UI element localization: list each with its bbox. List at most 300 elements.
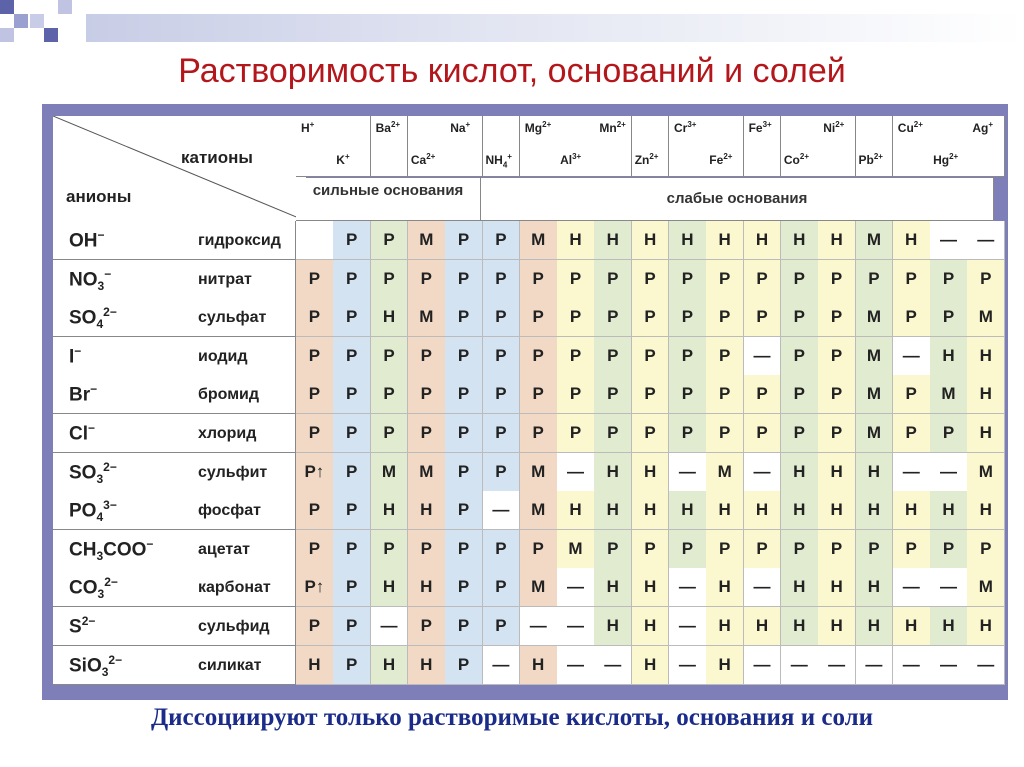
solubility-cell: Р	[445, 375, 483, 414]
solubility-cell: Р	[818, 530, 856, 569]
solubility-cell: Р	[706, 414, 744, 453]
solubility-cell: Р	[557, 260, 595, 299]
cation-header	[483, 116, 521, 177]
anion-row-label	[53, 375, 296, 414]
solubility-cell: —	[557, 453, 595, 492]
solubility-cell: Р	[408, 414, 446, 453]
cation-header	[669, 116, 707, 177]
anion-row-label	[53, 568, 296, 607]
solubility-cell: Н	[371, 491, 409, 530]
solubility-cell: Р↑	[296, 568, 334, 607]
solubility-cell: Р	[706, 298, 744, 337]
solubility-cell: Р	[333, 414, 371, 453]
anion-row-label	[53, 221, 296, 260]
anion-formula: I−	[69, 343, 82, 368]
solubility-cell: Р	[744, 260, 782, 299]
solubility-cell: Р	[445, 298, 483, 337]
cation-header	[930, 116, 968, 177]
solubility-cell: Н	[669, 491, 707, 530]
solubility-cell: —	[893, 337, 931, 376]
solubility-cell: Р	[893, 530, 931, 569]
anion-formula: $PO_4^{3-}$	[69, 498, 117, 525]
solubility-cell: Н	[818, 221, 856, 260]
anion-name: ацетат	[198, 540, 250, 558]
cation-header	[967, 116, 1005, 177]
solubility-cell: Н	[781, 221, 819, 260]
solubility-cell: Р	[781, 375, 819, 414]
solubility-cell: —	[893, 646, 931, 685]
solubility-cell: Р	[520, 414, 558, 453]
solubility-cell: Р	[408, 375, 446, 414]
solubility-cell: Р	[967, 530, 1005, 569]
cation-header	[818, 116, 856, 177]
cation-symbol: $Ca^{2+}$	[410, 152, 436, 167]
solubility-cell: Р	[408, 530, 446, 569]
solubility-cell: Н	[930, 491, 968, 530]
corner-square	[0, 28, 14, 42]
solubility-cell: Н	[632, 221, 670, 260]
solubility-cell: Н	[856, 453, 894, 492]
solubility-cell: Р	[483, 260, 521, 299]
solubility-cell: Р	[445, 607, 483, 646]
solubility-cell: —	[967, 646, 1005, 685]
solubility-cell: Р	[333, 607, 371, 646]
anion-name: силикат	[198, 656, 262, 674]
solubility-cell: Р	[483, 568, 521, 607]
solubility-cell: Н	[893, 491, 931, 530]
solubility-cell: М	[371, 453, 409, 492]
solubility-cell: Р	[445, 337, 483, 376]
solubility-cell: Р	[818, 414, 856, 453]
anion-row-label	[53, 414, 296, 453]
cation-symbol: H+	[301, 120, 315, 135]
solubility-cell	[296, 221, 334, 260]
anion-row-label	[53, 337, 296, 376]
cation-symbol: $Zn^{2+}$	[634, 152, 659, 167]
cation-symbol: Na+	[450, 120, 471, 135]
solubility-cell: Н	[706, 607, 744, 646]
solubility-cell: Н	[706, 491, 744, 530]
solubility-cell: Р	[333, 221, 371, 260]
solubility-cell: Р	[408, 260, 446, 299]
solubility-cell: —	[744, 568, 782, 607]
solubility-cell: Р	[632, 337, 670, 376]
solubility-cell: Р	[408, 337, 446, 376]
solubility-cell: Н	[632, 607, 670, 646]
solubility-cell: —	[557, 568, 595, 607]
solubility-cell: Р	[483, 337, 521, 376]
solubility-cell: М	[408, 453, 446, 492]
anion-formula: SiO$_3^{2-}$	[69, 652, 123, 679]
solubility-cell: Р	[296, 530, 334, 569]
solubility-cell: Р	[781, 298, 819, 337]
solubility-cell: Р	[594, 530, 632, 569]
solubility-cell: Р	[669, 260, 707, 299]
solubility-cell: Р	[445, 221, 483, 260]
solubility-cell: Р	[669, 414, 707, 453]
solubility-cell: Н	[930, 337, 968, 376]
solubility-cell: Р	[333, 375, 371, 414]
solubility-cell: —	[557, 646, 595, 685]
solubility-cell: —	[856, 646, 894, 685]
solubility-cell: Р	[483, 375, 521, 414]
cation-header	[594, 116, 632, 177]
solubility-cell: —	[557, 607, 595, 646]
cation-symbol: $Al^{3+}$	[560, 152, 582, 167]
strong-bases-header: сильные основания	[296, 178, 481, 221]
solubility-cell: Р	[594, 375, 632, 414]
solubility-cell: Р	[744, 375, 782, 414]
solubility-cell: —	[669, 646, 707, 685]
solubility-cell: Р	[483, 298, 521, 337]
solubility-cell: Н	[669, 221, 707, 260]
solubility-cell: Р	[333, 260, 371, 299]
solubility-cell: Р	[333, 453, 371, 492]
solubility-cell: Р	[371, 414, 409, 453]
solubility-cell: Р	[445, 260, 483, 299]
solubility-cell: М	[856, 414, 894, 453]
cation-symbol: $Ni^{2+}$	[823, 120, 845, 135]
solubility-cell: Р	[818, 337, 856, 376]
solubility-cell: М	[520, 568, 558, 607]
solubility-cell: Р	[520, 530, 558, 569]
solubility-cell: Р	[296, 260, 334, 299]
solubility-cell: Р	[632, 260, 670, 299]
anions-label: анионы	[66, 187, 132, 206]
solubility-cell: Р	[333, 568, 371, 607]
solubility-cell: Р	[333, 646, 371, 685]
solubility-cell: Р	[632, 530, 670, 569]
solubility-cell: Р	[483, 414, 521, 453]
solubility-cell: Р	[706, 337, 744, 376]
solubility-cell: Н	[632, 646, 670, 685]
solubility-cell: Р	[594, 298, 632, 337]
corner-square	[44, 28, 58, 42]
cation-header	[520, 116, 558, 177]
solubility-cell: —	[483, 646, 521, 685]
solubility-cell: Р	[632, 414, 670, 453]
anion-formula: $S^{2-}$	[69, 614, 96, 638]
cation-symbol: $Mg^{2+}$	[524, 120, 552, 135]
solubility-cell: Р	[483, 221, 521, 260]
solubility-cell: Р	[296, 491, 334, 530]
solubility-cell: Н	[594, 221, 632, 260]
solubility-cell: Р	[296, 607, 334, 646]
solubility-cell: Р	[445, 453, 483, 492]
solubility-cell: Р	[333, 298, 371, 337]
anion-name: карбонат	[198, 579, 271, 597]
solubility-cell: Н	[594, 568, 632, 607]
anion-name: сульфит	[198, 463, 268, 481]
cation-header	[371, 116, 409, 177]
header-bar	[86, 14, 1024, 42]
solubility-cell: Р	[483, 530, 521, 569]
solubility-cell: М	[520, 453, 558, 492]
solubility-cell: Н	[893, 607, 931, 646]
solubility-cell: Н	[818, 568, 856, 607]
anion-formula: $NO_3^-$	[69, 266, 112, 293]
solubility-cell: —	[818, 646, 856, 685]
cation-symbol: $Fe^{2+}$	[709, 152, 733, 167]
cation-header	[632, 116, 670, 177]
cations-label: катионы	[181, 148, 253, 167]
weak-bases-header: слабые основания	[481, 178, 994, 221]
solubility-cell: Н	[967, 375, 1005, 414]
solubility-cell: Н	[967, 607, 1005, 646]
cation-symbol: $Co^{2+}$	[783, 152, 810, 167]
solubility-cell: Р	[706, 260, 744, 299]
solubility-cell: М	[706, 453, 744, 492]
solubility-cell: —	[483, 491, 521, 530]
anion-formula: $SO_4^{2-}$	[69, 305, 117, 332]
anion-row-label	[53, 453, 296, 492]
solubility-cell: М	[520, 491, 558, 530]
cation-symbol: $Cr^{3+}$	[674, 120, 697, 135]
solubility-cell: Р	[930, 414, 968, 453]
solubility-cell: Р	[930, 260, 968, 299]
cation-header	[781, 116, 819, 177]
solubility-cell: Н	[296, 646, 334, 685]
anion-name: иодид	[198, 347, 248, 365]
cation-header	[445, 116, 483, 177]
anion-row-label	[53, 607, 296, 646]
solubility-cell: Н	[818, 453, 856, 492]
solubility-cell: —	[893, 453, 931, 492]
slide-title: Растворимость кислот, оснований и солей	[178, 52, 846, 90]
solubility-cell: М	[520, 221, 558, 260]
solubility-cell: Р	[818, 298, 856, 337]
solubility-cell: Н	[893, 221, 931, 260]
cation-symbol: K+	[336, 152, 350, 167]
solubility-cell: М	[557, 530, 595, 569]
cation-symbol: Ag+	[972, 120, 994, 135]
solubility-cell: Р	[371, 260, 409, 299]
solubility-cell: Н	[408, 491, 446, 530]
anion-formula: $SO_3^{2-}$	[69, 459, 117, 486]
solubility-cell: Р	[557, 414, 595, 453]
solubility-cell: —	[930, 221, 968, 260]
solubility-cell: Р	[483, 607, 521, 646]
solubility-cell: Р	[669, 298, 707, 337]
anion-name: сульфид	[198, 618, 270, 635]
solubility-cell: Р	[296, 298, 334, 337]
solubility-cell: Р	[967, 260, 1005, 299]
solubility-cell: Р	[520, 260, 558, 299]
solubility-cell: Р	[333, 337, 371, 376]
solubility-cell: Р	[445, 530, 483, 569]
solubility-cell: Н	[856, 491, 894, 530]
solubility-cell: Р	[371, 530, 409, 569]
solubility-cell: Р	[781, 337, 819, 376]
cation-symbol: $Ba^{2+}$	[375, 120, 401, 135]
anion-name: бромид	[198, 386, 260, 404]
table-corner	[53, 116, 307, 222]
anion-formula: Br−	[69, 382, 98, 406]
solubility-cell: Н	[408, 646, 446, 685]
solubility-cell: Р	[520, 375, 558, 414]
solubility-cell: Р	[706, 375, 744, 414]
solubility-cell: Р	[520, 337, 558, 376]
solubility-cell: М	[856, 298, 894, 337]
solubility-cell: Р	[632, 298, 670, 337]
solubility-cell: М	[856, 337, 894, 376]
solubility-cell: —	[744, 453, 782, 492]
anion-row-label	[53, 491, 296, 530]
cation-symbol: $Pb^{2+}$	[858, 152, 883, 167]
solubility-cell: Н	[557, 221, 595, 260]
cation-symbol: $NH_4^+$	[485, 152, 512, 170]
solubility-cell: Р	[893, 375, 931, 414]
solubility-cell: Н	[408, 568, 446, 607]
solubility-cell: Н	[744, 491, 782, 530]
anion-formula: $CO_3^{2-}$	[69, 575, 118, 602]
solubility-cell: Р	[483, 453, 521, 492]
solubility-cell: Н	[744, 607, 782, 646]
solubility-cell: Р	[333, 530, 371, 569]
cation-header	[744, 116, 782, 177]
cation-header	[296, 116, 334, 177]
solubility-cell: Р	[818, 375, 856, 414]
solubility-cell: Р	[445, 414, 483, 453]
solubility-table	[42, 104, 1008, 700]
solubility-cell: Н	[818, 607, 856, 646]
solubility-cell: Н	[856, 568, 894, 607]
solubility-cell: Н	[557, 491, 595, 530]
solubility-cell: Р	[818, 260, 856, 299]
solubility-cell: Р	[371, 337, 409, 376]
solubility-cell: Р	[594, 337, 632, 376]
footer-note: Диссоциируют только растворимые кислоты, основания и соли	[150, 704, 874, 731]
solubility-cell: Н	[967, 337, 1005, 376]
solubility-cell: Р	[632, 375, 670, 414]
solubility-cell: Р	[371, 375, 409, 414]
solubility-cell: —	[930, 646, 968, 685]
solubility-cell: Р	[669, 375, 707, 414]
solubility-cell: Н	[632, 568, 670, 607]
solubility-cell: Н	[371, 298, 409, 337]
cation-header	[706, 116, 744, 177]
anion-name: гидроксид	[198, 232, 281, 249]
solubility-cell: М	[408, 221, 446, 260]
solubility-cell: —	[930, 568, 968, 607]
corner-square	[58, 0, 72, 14]
solubility-cell: М	[856, 221, 894, 260]
solubility-cell: Р	[408, 607, 446, 646]
solubility-cell: М	[930, 375, 968, 414]
anion-name: хлорид	[198, 425, 257, 442]
solubility-cell: —	[669, 568, 707, 607]
solubility-cell: —	[669, 607, 707, 646]
solubility-cell: Р	[930, 298, 968, 337]
solubility-cell: —	[669, 453, 707, 492]
solubility-cell: М	[967, 453, 1005, 492]
anion-row-label	[53, 298, 296, 337]
cation-symbol: $Fe^{3+}$	[748, 120, 772, 135]
anion-row-label	[53, 530, 296, 569]
solubility-cell: —	[930, 453, 968, 492]
solubility-cell: Р	[930, 530, 968, 569]
solubility-cell: Р	[296, 375, 334, 414]
solubility-cell: Р	[296, 337, 334, 376]
solubility-cell: Р	[557, 298, 595, 337]
solubility-cell: Н	[706, 221, 744, 260]
cation-header	[408, 116, 446, 177]
solubility-cell: Н	[520, 646, 558, 685]
solubility-cell: —	[594, 646, 632, 685]
solubility-cell: Н	[856, 607, 894, 646]
solubility-cell: М	[408, 298, 446, 337]
solubility-cell: Р	[594, 260, 632, 299]
solubility-cell: Р	[856, 530, 894, 569]
solubility-cell: —	[967, 221, 1005, 260]
solubility-cell: Н	[781, 607, 819, 646]
solubility-cell: Р	[744, 414, 782, 453]
anion-row-label	[53, 646, 296, 685]
solubility-cell: Н	[371, 646, 409, 685]
anion-formula: OH−	[69, 228, 105, 252]
solubility-cell: Р	[744, 298, 782, 337]
anion-name: сульфат	[198, 309, 267, 327]
solubility-cell: Р	[669, 337, 707, 376]
solubility-cell: Н	[632, 453, 670, 492]
cation-header	[333, 116, 371, 177]
solubility-cell: Р	[557, 337, 595, 376]
solubility-cell: Н	[818, 491, 856, 530]
solubility-cell: Н	[594, 607, 632, 646]
solubility-cell: Н	[930, 607, 968, 646]
solubility-cell: Н	[371, 568, 409, 607]
anion-formula: $CH_3COO^-$	[69, 536, 154, 563]
cation-symbol: $Mn^{2+}$	[599, 120, 626, 135]
solubility-cell: Н	[781, 453, 819, 492]
anion-row-label	[53, 260, 296, 299]
solubility-cell: Н	[706, 646, 744, 685]
solubility-cell: Р↑	[296, 453, 334, 492]
corner-square	[30, 14, 44, 28]
corner-square	[0, 0, 14, 14]
cation-header	[557, 116, 595, 177]
anion-formula: Cl−	[69, 421, 96, 445]
solubility-cell: Н	[781, 491, 819, 530]
cation-symbol: $Cu^{2+}$	[897, 120, 923, 135]
solubility-cell: Р	[594, 414, 632, 453]
solubility-cell: Н	[781, 568, 819, 607]
solubility-cell: Р	[333, 491, 371, 530]
solubility-cell: Н	[594, 491, 632, 530]
solubility-cell: Р	[669, 530, 707, 569]
solubility-cell: Р	[893, 260, 931, 299]
solubility-cell: —	[371, 607, 409, 646]
solubility-cell: Р	[893, 414, 931, 453]
solubility-cell: Р	[781, 530, 819, 569]
solubility-cell: Р	[371, 221, 409, 260]
solubility-cell: —	[520, 607, 558, 646]
solubility-cell: Р	[445, 491, 483, 530]
cation-header	[893, 116, 931, 177]
solubility-cell: Р	[445, 568, 483, 607]
solubility-cell: —	[781, 646, 819, 685]
solubility-cell: —	[744, 337, 782, 376]
solubility-cell: Р	[744, 530, 782, 569]
solubility-cell: Р	[296, 414, 334, 453]
anion-name: нитрат	[198, 270, 252, 288]
solubility-cell: Н	[594, 453, 632, 492]
solubility-cell: Н	[967, 414, 1005, 453]
solubility-cell: Н	[967, 491, 1005, 530]
solubility-cell: Р	[557, 375, 595, 414]
cation-header	[856, 116, 894, 177]
solubility-cell: М	[967, 298, 1005, 337]
